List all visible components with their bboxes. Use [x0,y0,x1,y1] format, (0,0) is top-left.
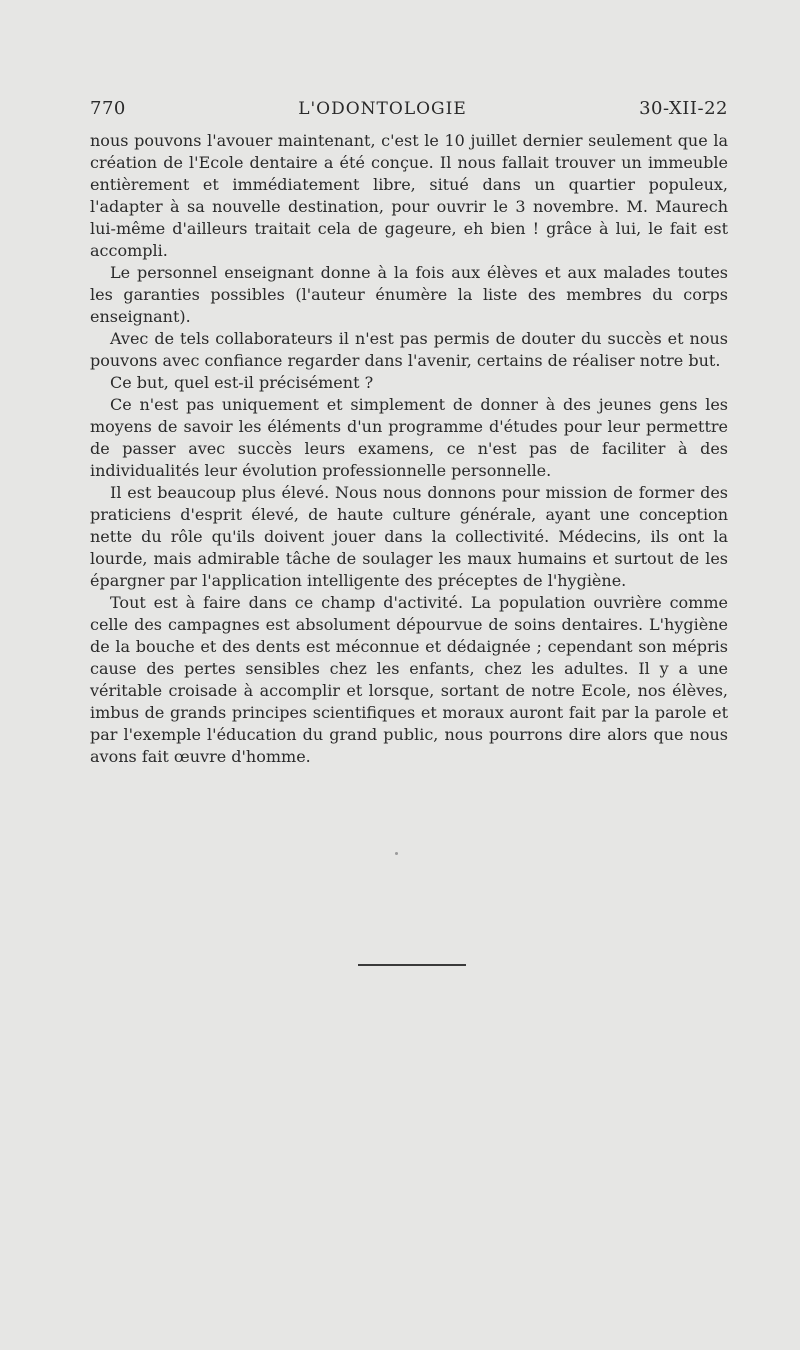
journal-title: L'ODONTOLOGIE [298,99,467,119]
paragraph-7: Tout est à faire dans ce champ d'activité. La population ouvrière comme celle des campagnes est absolument dépourvue de soins dentaires. L'hygiène de la bouche et des dents est méconnue et dédaignée ; cependant son mépris cause des pertes sensibles chez les enfants, chez les adultes. Il y a une véritable croisade à accomplir et lorsque, sortant de notre Ecole, nos élèves, imbus de grands principes scientifiques et moraux auront fait par la parole et par l'exemple l'éducation du grand public, nous pourrons dire alors que nous avons fait œuvre d'homme. [90,593,728,766]
paragraph-3: Avec de tels collaborateurs il n'est pas permis de douter du succès et nous pouvons avec confiance regarder dans l'avenir, certains de réaliser notre but. [90,329,728,370]
paper-speck [395,852,398,855]
article-body [90,130,728,768]
page-number: 770 [90,98,126,119]
paragraph-5: Ce n'est pas uniquement et simplement de donner à des jeunes gens les moyens de savoir les éléments d'un programme d'études pour leur permettre de passer avec succès leurs examens, ce n'est pas de faciliter à des individualités leur évolution professionnelle personnelle. [90,395,728,480]
issue-date: 30-XII-22 [639,98,728,119]
paragraph-6: Il est beaucoup plus élevé. Nous nous donnons pour mission de former des praticiens d'esprit élevé, de haute culture générale, ayant une conception nette du rôle qu'ils doivent jouer dans la collectivité. Médecins, ils ont la lourde, mais admirable tâche de soulager les maux humains et surtout de les épargner par l'application intelligente des préceptes de l'hygiène. [90,483,728,590]
running-header [90,98,728,126]
paragraph-4: Ce but, quel est-il précisément ? [110,373,374,392]
section-end-rule [358,964,466,966]
book-page [90,98,728,768]
paragraph-1: nous pouvons l'avouer maintenant, c'est le 10 juillet dernier seulement que la création de l'Ecole dentaire a été conçue. Il nous fallait trouver un immeuble entièrement et immédiatement libre, situé dans un quartier populeux, l'adapter à sa nouvelle destination, pour ouvrir le 3 novembre. M. Maurech lui-même d'ailleurs traitait cela de gageure, eh bien ! grâce à lui, le fait est accompli. [90,131,728,260]
paragraph-2: Le personnel enseignant donne à la fois aux élèves et aux malades toutes les garanties possibles (l'auteur énumère la liste des membres du corps enseignant). [90,263,728,326]
